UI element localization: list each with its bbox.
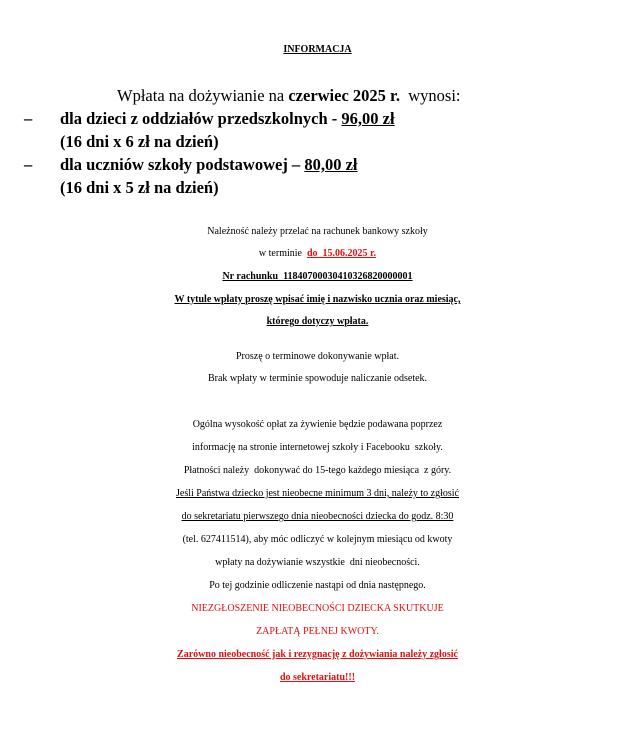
payment-month: czerwiec xyxy=(288,86,349,105)
preschool-label: dla dzieci z oddziałów przedszkolnych - xyxy=(60,109,342,128)
school-calculation: (16 dni x 5 zł na dzień) xyxy=(60,178,219,197)
payment-year: 2025 r. xyxy=(352,86,400,105)
info-line-5: do sekretariatu pierwszego dnia nieobecności dziecka do godz. 8:30 xyxy=(181,511,454,522)
info-line-1: Ogólna wysokość opłat za żywienie będzie podawana poprzez xyxy=(192,419,443,430)
preschool-amount: 96,00 zł xyxy=(341,109,395,128)
info-line-8: Po tej godzinie odliczenie nastąpi od dnia następnego. xyxy=(209,580,426,591)
preschool-dash: – xyxy=(24,109,33,128)
warning-line-3: Zarówno nieobecność jak i rezygnację z dożywiania należy zgłosić xyxy=(177,649,458,660)
preschool-line xyxy=(60,109,395,129)
deadline-date: do 15.06.2025 r. xyxy=(306,248,377,259)
transfer-title-note-1: W tytule wpłaty proszę wpisać imię i nazwisko ucznia oraz miesiąc, xyxy=(174,294,461,305)
school-amount: 80,00 zł xyxy=(304,155,358,174)
school-line xyxy=(60,155,357,175)
preschool-calculation: (16 dni x 6 zł na dzień) xyxy=(60,132,219,151)
warning-line-4: do sekretariatu!!! xyxy=(279,672,356,683)
warning-line-2: ZAPŁATĄ PEŁNEJ KWOTY. xyxy=(256,626,379,637)
info-line-6: (tel. 627411514), aby móc odliczyć w kolejnym miesiącu od kwoty xyxy=(182,534,453,545)
info-line-2: informację na stronie internetowej szkoły i Facebooku szkoły. xyxy=(192,442,443,453)
info-line-3: Płatności należy dokonywać do 15-tego każdego miesiąca z góry. xyxy=(183,465,452,476)
warning-line-1: NIEZGŁOSZENIE NIEOBECNOŚCI DZIECKA SKUTKUJE xyxy=(191,603,444,614)
bank-transfer-line: Należność należy przelać na rachunek bankowy szkoły xyxy=(207,226,428,237)
bank-account-number: Nr rachunku 11840700030410326820000001 xyxy=(222,271,413,282)
deadline-line xyxy=(0,244,635,264)
school-dash: – xyxy=(24,155,33,174)
reminder-line-2: Brak wpłaty w terminie spowoduje naliczanie odsetek. xyxy=(207,373,428,384)
payment-intro-pre: Wpłata na dożywianie na xyxy=(117,86,289,105)
transfer-title-note-2: którego dotyczy wpłata. xyxy=(266,316,369,327)
school-label: dla uczniów szkoły podstawowej – xyxy=(60,155,305,174)
payment-intro xyxy=(117,86,461,106)
info-line-4: Jeśli Państwa dziecko jest nieobecne minimum 3 dni, należy to zgłosić xyxy=(176,488,459,499)
payment-intro-post: wynosi: xyxy=(408,86,461,105)
deadline-prefix: w terminie xyxy=(258,248,307,259)
document-title: INFORMACJA xyxy=(283,44,352,55)
info-line-7: wpłaty na dożywianie wszystkie dni nieobecności. xyxy=(215,557,420,568)
reminder-line-1: Proszę o terminowe dokonywanie wpłat. xyxy=(235,351,400,362)
